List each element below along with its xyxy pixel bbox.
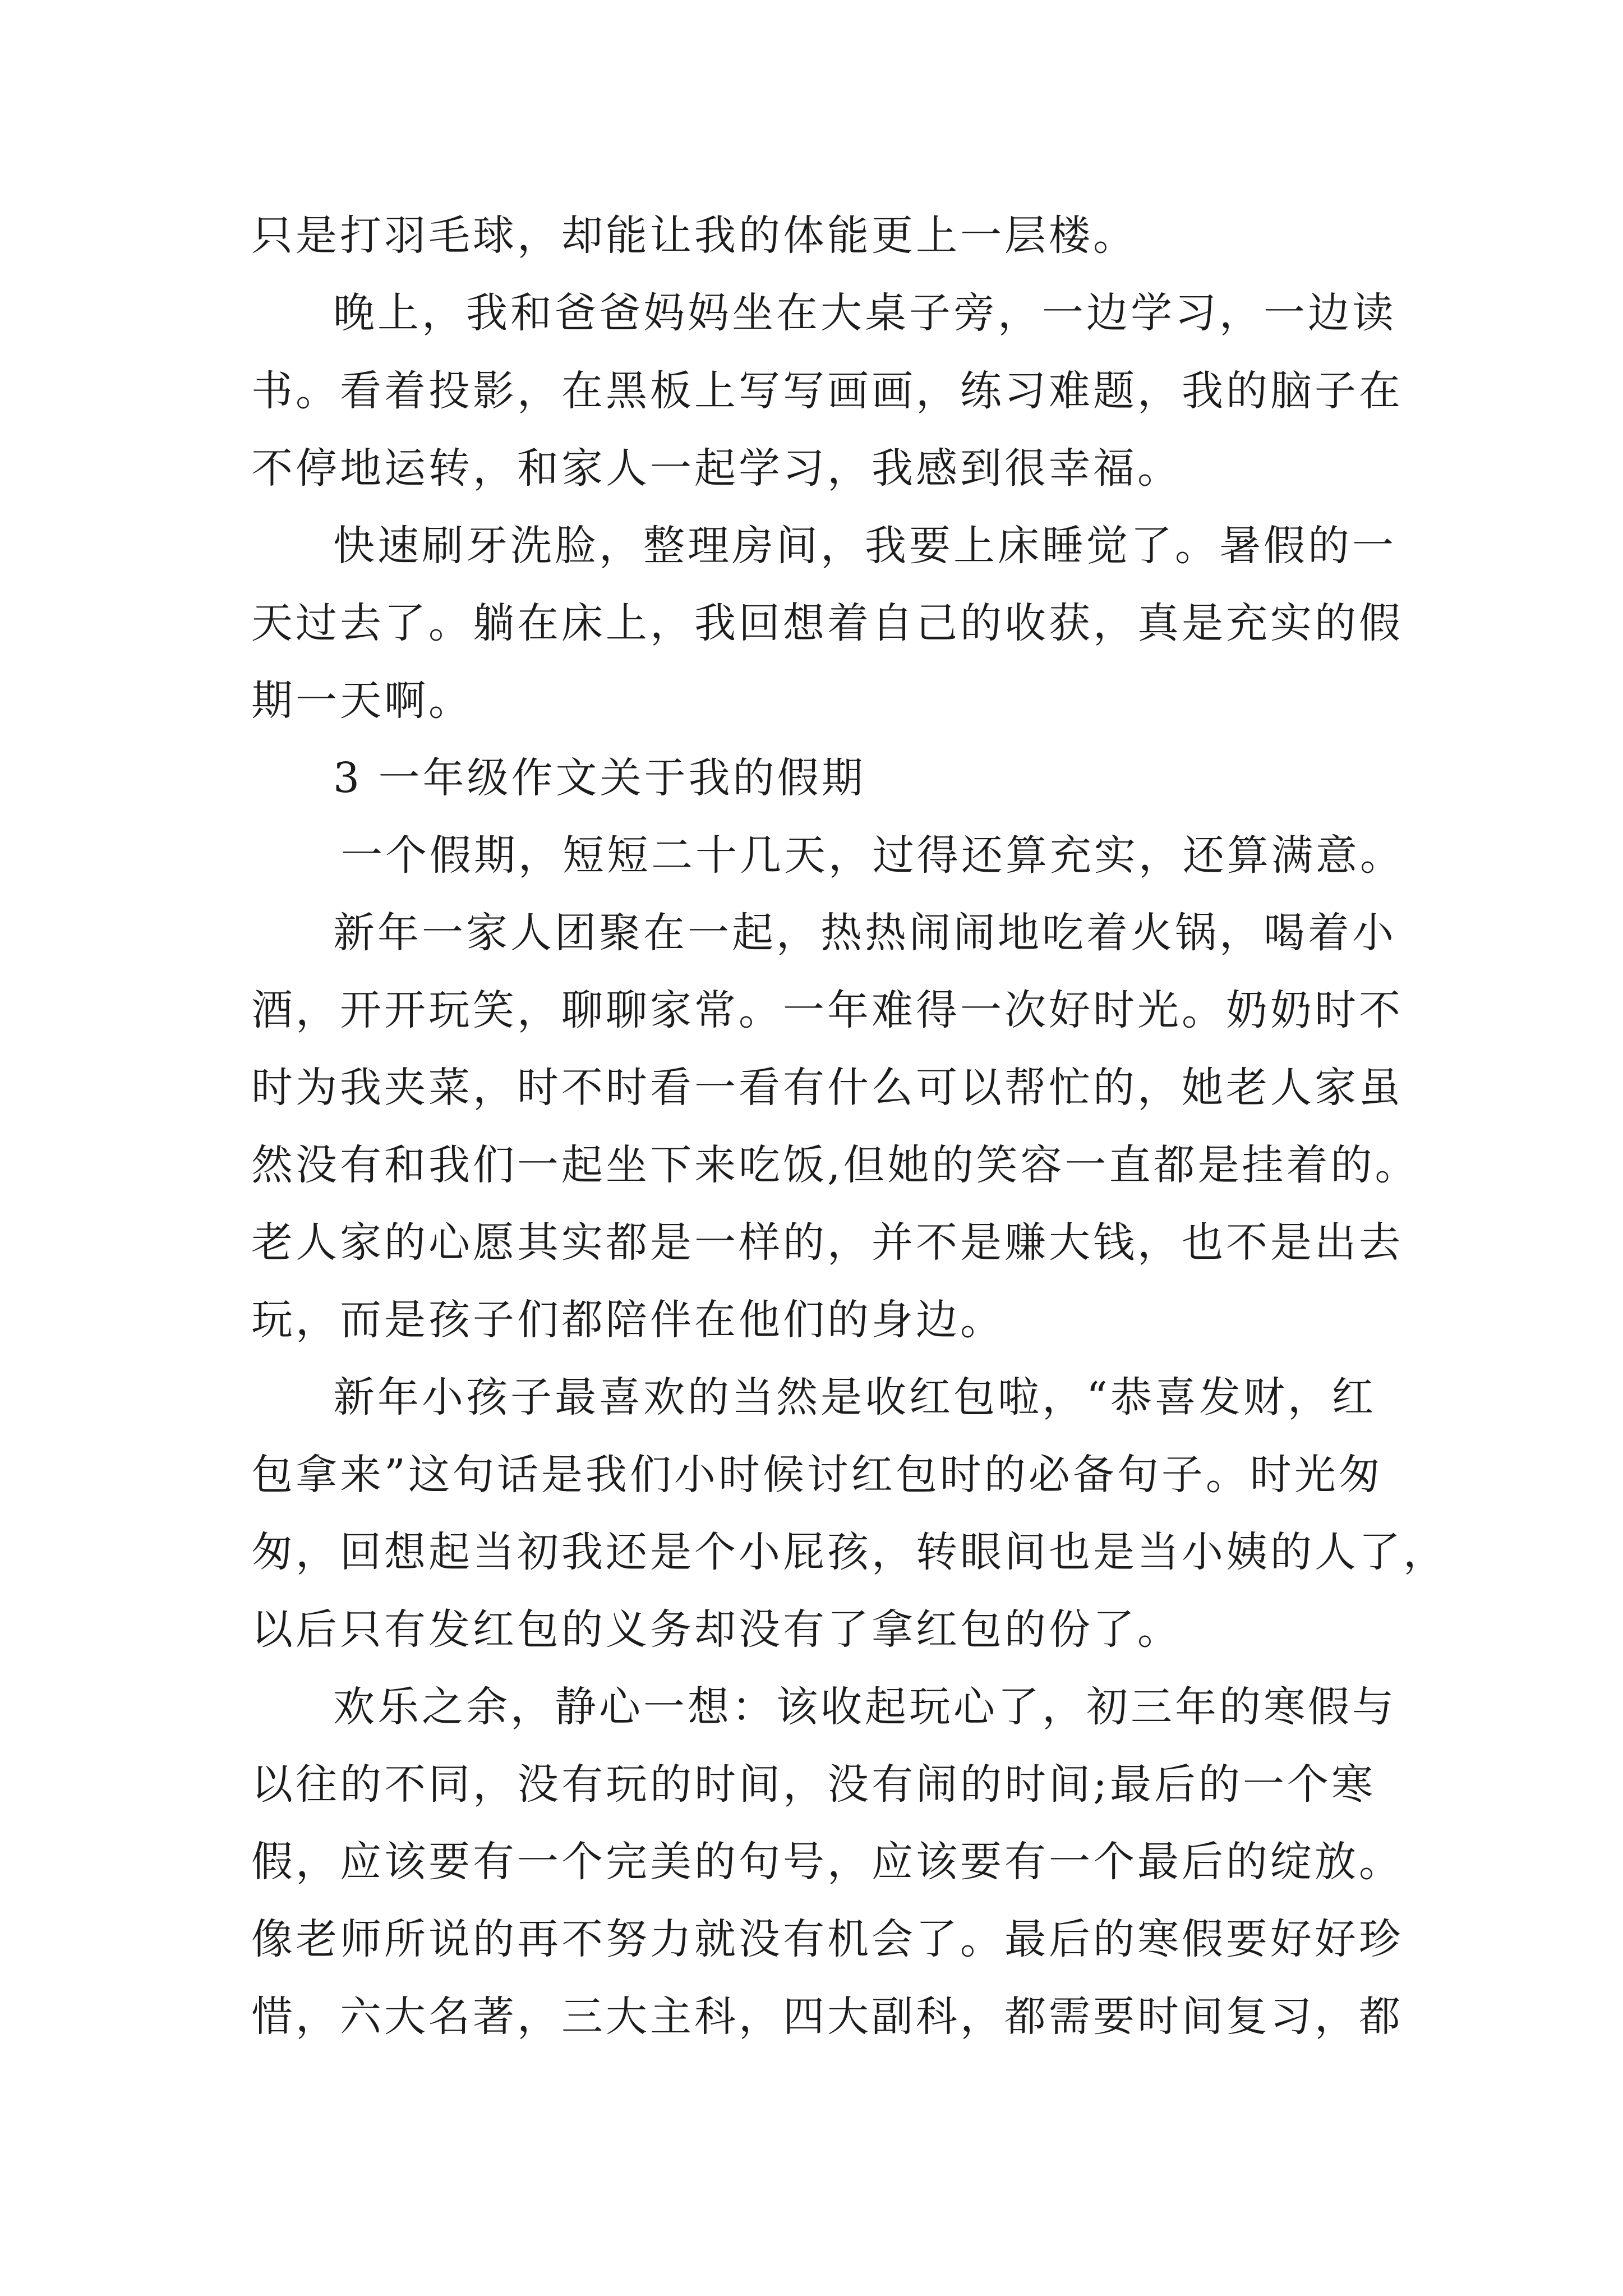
paragraph-line: 时为我夹菜，时不时看一看有什么可以帮忙的，她老人家虽: [251, 1064, 1403, 1112]
paragraph-line: 然没有和我们一起坐下来吃饭,但她的笑容一直都是挂着的。: [251, 1141, 1419, 1189]
paragraph-line: 以后只有发红包的义务却没有了拿红包的份了。: [251, 1605, 1182, 1654]
paragraph-line: 天过去了。躺在床上，我回想着自己的收获，真是充实的假: [251, 599, 1403, 647]
paragraph-line: 新年一家人团聚在一起，热热闹闹地吃着火锅，喝着小: [333, 909, 1396, 957]
paragraph-line: 假，应该要有一个完美的句号，应该要有一个最后的绽放。: [251, 1838, 1403, 1886]
paragraph-line: 玩，而是孩子们都陪伴在他们的身边。: [251, 1296, 1004, 1344]
section-heading: 3 一年级作文关于我的假期: [333, 754, 866, 802]
paragraph-line: 匆，回想起当初我还是个小屁孩，转眼间也是当小姨的人了，: [251, 1528, 1447, 1576]
paragraph-line: 酒，开开玩笑，聊聊家常。一年难得一次好时光。奶奶时不: [251, 986, 1403, 1034]
paragraph-line: 老人家的心愿其实都是一样的，并不是赚大钱，也不是出去: [251, 1218, 1403, 1267]
paragraph-line: 不停地运转，和家人一起学习，我感到很幸福。: [251, 444, 1182, 493]
paragraph-line: 书。看着投影，在黑板上写写画画，练习难题，我的脑子在: [251, 367, 1403, 415]
paragraph-line: 快速刷牙洗脸，整理房间，我要上床睡觉了。暑假的一: [333, 522, 1396, 570]
paragraph-line: 晚上，我和爸爸妈妈坐在大桌子旁，一边学习，一边读: [333, 289, 1396, 337]
paragraph-line: 包拿来”这句话是我们小时候讨红包时的必备句子。时光匆: [251, 1451, 1383, 1499]
paragraph-line: 惜，六大名著，三大主科，四大副科，都需要时间复习，都: [251, 1993, 1403, 2041]
paragraph-line: 只是打羽毛球，却能让我的体能更上一层楼。: [251, 211, 1137, 260]
paragraph-line: 欢乐之余，静心一想：该收起玩心了，初三年的寒假与: [333, 1683, 1396, 1731]
paragraph-line: 以往的不同，没有玩的时间，没有闹的时间;最后的一个寒: [251, 1760, 1376, 1809]
paragraph-line: 新年小孩子最喜欢的当然是收红包啦，“恭喜发财，红: [333, 1373, 1376, 1421]
paragraph-line: 像老师所说的再不努力就没有机会了。最后的寒假要好好珍: [251, 1915, 1403, 1963]
paragraph-line: 一个假期，短短二十几天，过得还算充实，还算满意。: [341, 831, 1404, 880]
paragraph-line: 期一天啊。: [251, 677, 473, 725]
